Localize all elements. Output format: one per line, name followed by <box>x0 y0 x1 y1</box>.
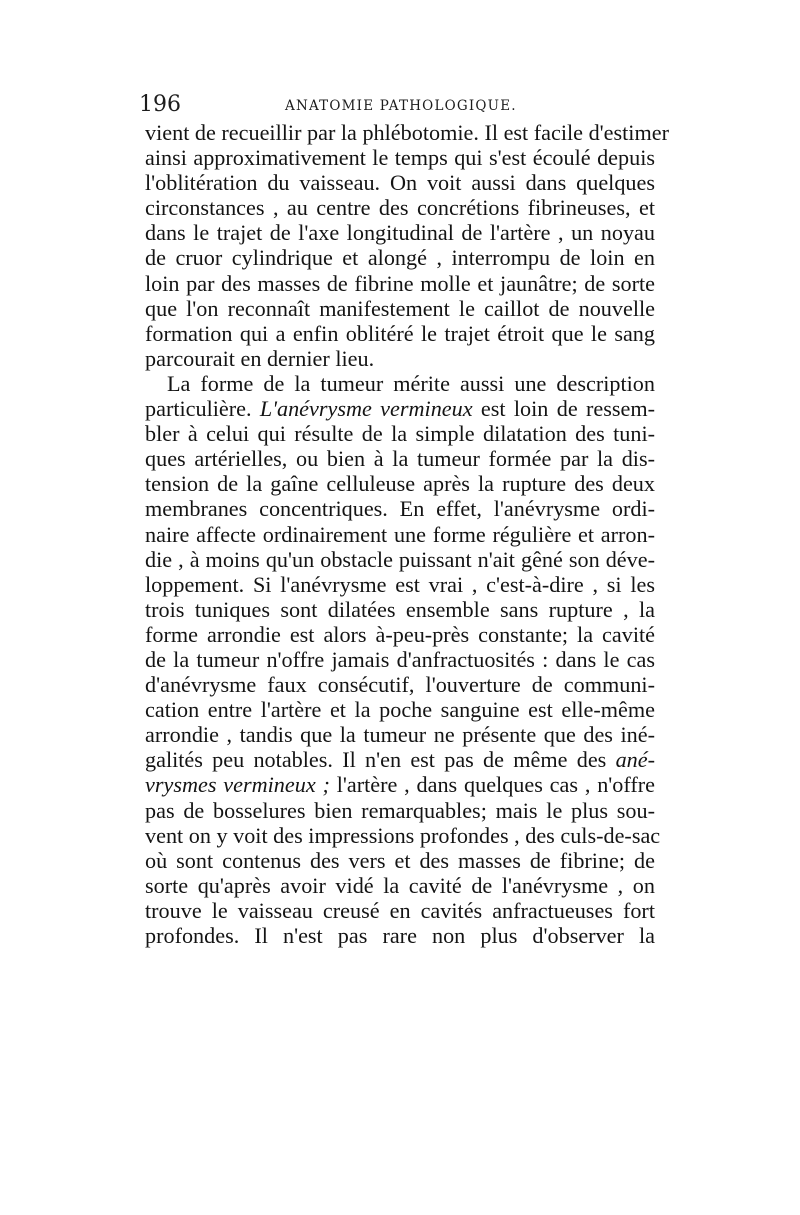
text-line <box>145 672 655 697</box>
line-text: trois tuniques sont dilatées ensemble sans rupture , la <box>145 596 655 622</box>
text-line <box>145 898 655 923</box>
italic-text: L'anévrysme vermineux <box>259 396 473 422</box>
text-line <box>145 296 655 321</box>
text-line <box>145 798 655 823</box>
text-line <box>145 772 655 797</box>
page-number: 196 <box>139 92 181 117</box>
line-text: die , à moins qu'un obstacle puissant n'ait gêné son déve- <box>145 546 655 572</box>
text-line <box>145 195 655 220</box>
text-line <box>145 522 655 547</box>
text-line <box>145 547 655 572</box>
text-line <box>145 647 655 672</box>
line-text: dans le trajet de l'axe longitudinal de l'artère , un noyau <box>145 220 655 246</box>
text-line <box>145 697 655 722</box>
text-line <box>145 873 655 898</box>
line-text: pas de bosselures bien remarquables; mais le plus sou- <box>145 797 655 823</box>
text-line <box>145 421 655 446</box>
text-line <box>145 822 661 848</box>
text-line <box>145 923 655 948</box>
line-text: loppement. Si l'anévrysme est vrai , c'est-à-dire , si les <box>145 571 655 597</box>
running-head <box>139 92 655 118</box>
running-title: ANATOMIE PATHOLOGIQUE. <box>285 98 517 114</box>
text-line <box>145 245 655 270</box>
text-line <box>145 271 655 296</box>
line-text: circonstances , au centre des concrétions fibrineuses, et <box>145 195 655 221</box>
text-line <box>145 622 655 647</box>
text-line <box>145 120 669 145</box>
line-text: galités peu notables. Il n'en est pas de même des <box>145 747 616 773</box>
text-line <box>145 597 655 622</box>
line-text: que l'on reconnaît manifestement le caillot de nouvelle <box>145 295 655 321</box>
text-line <box>145 346 655 371</box>
line-text: où sont contenus des vers et des masses de fibrine; de <box>145 847 655 873</box>
line-text: parcourait en dernier lieu. <box>145 345 375 371</box>
text-line <box>145 371 655 396</box>
line-text: arrondie , tandis que la tumeur ne présente que des iné- <box>145 722 655 748</box>
text-line <box>145 848 655 873</box>
line-text: ainsi approximativement le temps qui s'est écoulé depuis <box>145 145 655 171</box>
line-text: sorte qu'après avoir vidé la cavité de l'anévrysme , on <box>145 872 655 898</box>
line-text: particulière. <box>145 396 260 422</box>
line-text: La forme de la tumeur mérite aussi une description <box>167 370 655 396</box>
line-text: vent on y voit des impressions profondes , des culs-de-sac <box>145 822 661 848</box>
text-line <box>145 471 655 496</box>
line-text: cation entre l'artère et la poche sanguine est elle-même <box>145 697 655 723</box>
line-text: forme arrondie est alors à-peu-près constante; la cavité <box>145 621 655 647</box>
text-line <box>145 321 655 346</box>
italic-text: vrysmes vermineux ; <box>145 772 330 798</box>
text-line <box>145 220 655 245</box>
line-text: ques artérielles, ou bien à la tumeur formée par la dis- <box>145 446 655 472</box>
line-text: trouve le vaisseau creusé en cavités anfractueuses fort <box>145 897 655 923</box>
line-text: de la tumeur n'offre jamais d'anfractuosités : dans le cas <box>145 646 655 672</box>
text-line <box>145 572 655 597</box>
text-line <box>145 722 655 747</box>
text-line <box>145 145 655 170</box>
book-page <box>139 92 669 948</box>
text-line <box>145 170 655 195</box>
line-text: tension de la gaîne celluleuse après la rupture des deux <box>145 471 655 497</box>
line-text: vient de recueillir par la phlébotomie. Il est facile d'estimer <box>145 120 669 145</box>
text-line <box>145 446 655 471</box>
line-text: membranes concentriques. En effet, l'anévrysme ordi- <box>145 496 655 522</box>
line-text: loin par des masses de fibrine molle et jaunâtre; de sorte <box>145 270 655 296</box>
line-text: l'artère , dans quelques cas , n'offre <box>329 772 655 798</box>
line-text: d'anévrysme faux consécutif, l'ouverture de communi- <box>145 672 655 698</box>
line-text: l'oblitération du vaisseau. On voit aussi dans quelques <box>145 170 655 196</box>
line-text: est loin de ressem- <box>472 396 655 422</box>
text-line <box>145 396 655 421</box>
italic-text: ané- <box>615 747 655 773</box>
line-text: de cruor cylindrique et alongé , interrompu de loin en <box>145 245 655 271</box>
body-text <box>145 120 669 948</box>
line-text: naire affecte ordinairement une forme régulière et arron- <box>145 521 655 547</box>
text-line <box>145 496 655 521</box>
line-text: formation qui a enfin oblitéré le trajet étroit que le sang <box>145 320 655 346</box>
line-text: profondes. Il n'est pas rare non plus d'observer la <box>145 923 655 948</box>
line-text: bler à celui qui résulte de la simple dilatation des tuni- <box>145 421 655 447</box>
text-line <box>145 747 655 772</box>
